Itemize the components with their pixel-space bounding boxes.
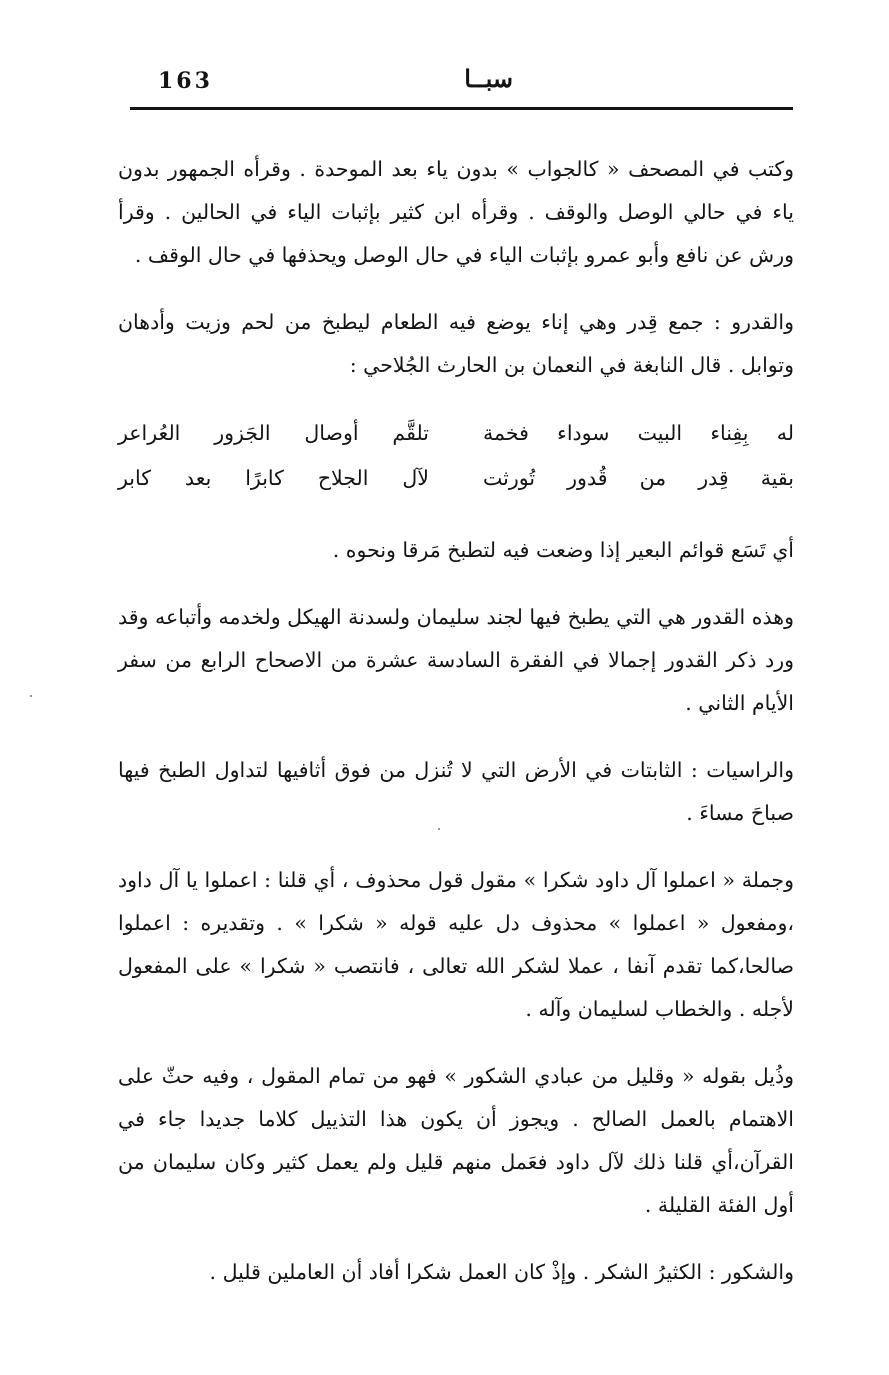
- verse-1-first-hemistich: له بِفِناء البيت سوداء فخمة: [483, 421, 794, 445]
- paragraph-i3malu: وجملة « اعملوا آل داود شكرا » مقول قول محذوف ، أي قلنا : اعملوا يا آل داود ،ومفعول « اعملوا » محذوف دل عليه قوله « شكرا » . وتقديره : اعملوا صالحا،كما تقدم آنفا ، عملا لشكر الله تعالى ، فانتصب « شكرا » على المفعول لأجله . والخطاب لسليمان وآله .: [118, 868, 794, 1021]
- scan-speck: [438, 828, 440, 830]
- verse-line-2: [118, 456, 794, 501]
- paragraph-rasiyat: والراسيات : الثابتات في الأرض التي لا تُنزل من فوق أثافيها لتداول الطبخ فيها صباحَ مساءَ .: [118, 758, 794, 825]
- verse-2-second-hemistich: لآل الجلاح كابرًا بعد كابر: [118, 466, 429, 490]
- verse-2-first-hemistich: بقية قِدر من قُدور تُورثت: [483, 466, 794, 490]
- paragraph-qudur-definition: والقدرو : جمع قِدر وهي إناء يوضع فيه الطعام ليطبخ من لحم وزيت وأدهان وتوابل . قال النابغة في النعمان بن الحارث الجُلاحي :: [118, 310, 794, 377]
- paragraph-tadhyil: وذُيل بقوله « وقليل من عبادي الشكور » فهو من تمام المقول ، وفيه حثّ على الاهتمام بالعمل الصالح . ويجوز أن يكون هذا التذييل كلاما جديدا جاء في القرآن،أي قلنا ذلك لآل داود فعَمل منهم قليل ولم يعمل كثير وكان سليمان من أول الفئة القليلة .: [118, 1064, 794, 1217]
- paragraph-recitation-note: وكتب في المصحف « كالجواب » بدون ياء بعد الموحدة . وقرأه الجمهور بدون ياء في حالي الوصل والوقف . وقرأه ابن كثير بإثبات الياء في الحالين . وقرأ ورش عن نافع وأبو عمرو بإثبات الياء في حال الوصل ويحذفها في حال الوقف .: [118, 157, 794, 267]
- running-title: سبــا: [464, 64, 513, 93]
- verse-1-second-hemistich: تلقَّم أوصال الجَزور العُراعر: [118, 421, 429, 445]
- page-number: 163: [158, 68, 213, 94]
- paragraph-verse-gloss: أي تَسَع قوائم البعير إذا وضعت فيه لتطبخ مَرقا ونحوه .: [332, 538, 794, 562]
- verse-line-1: [118, 411, 794, 456]
- poem-verse: [118, 411, 794, 501]
- scan-speck: [30, 695, 32, 697]
- paragraph-shakur: والشكور : الكثيرُ الشكر . وإذْ كان العمل شكرا أفاد أن العاملين قليل .: [209, 1260, 794, 1284]
- page-header: [130, 62, 793, 104]
- paragraph-qudur-history: وهذه القدور هي التي يطبخ فيها لجند سليمان ولسدنة الهيكل ولخدمه وأتباعه وقد ورد ذكر القدور إجمالا في الفقرة السادسة عشرة من الاصحاح الرابع من سفر الأيام الثاني .: [118, 605, 794, 715]
- header-rule: [130, 107, 793, 110]
- body-text: [118, 148, 794, 1318]
